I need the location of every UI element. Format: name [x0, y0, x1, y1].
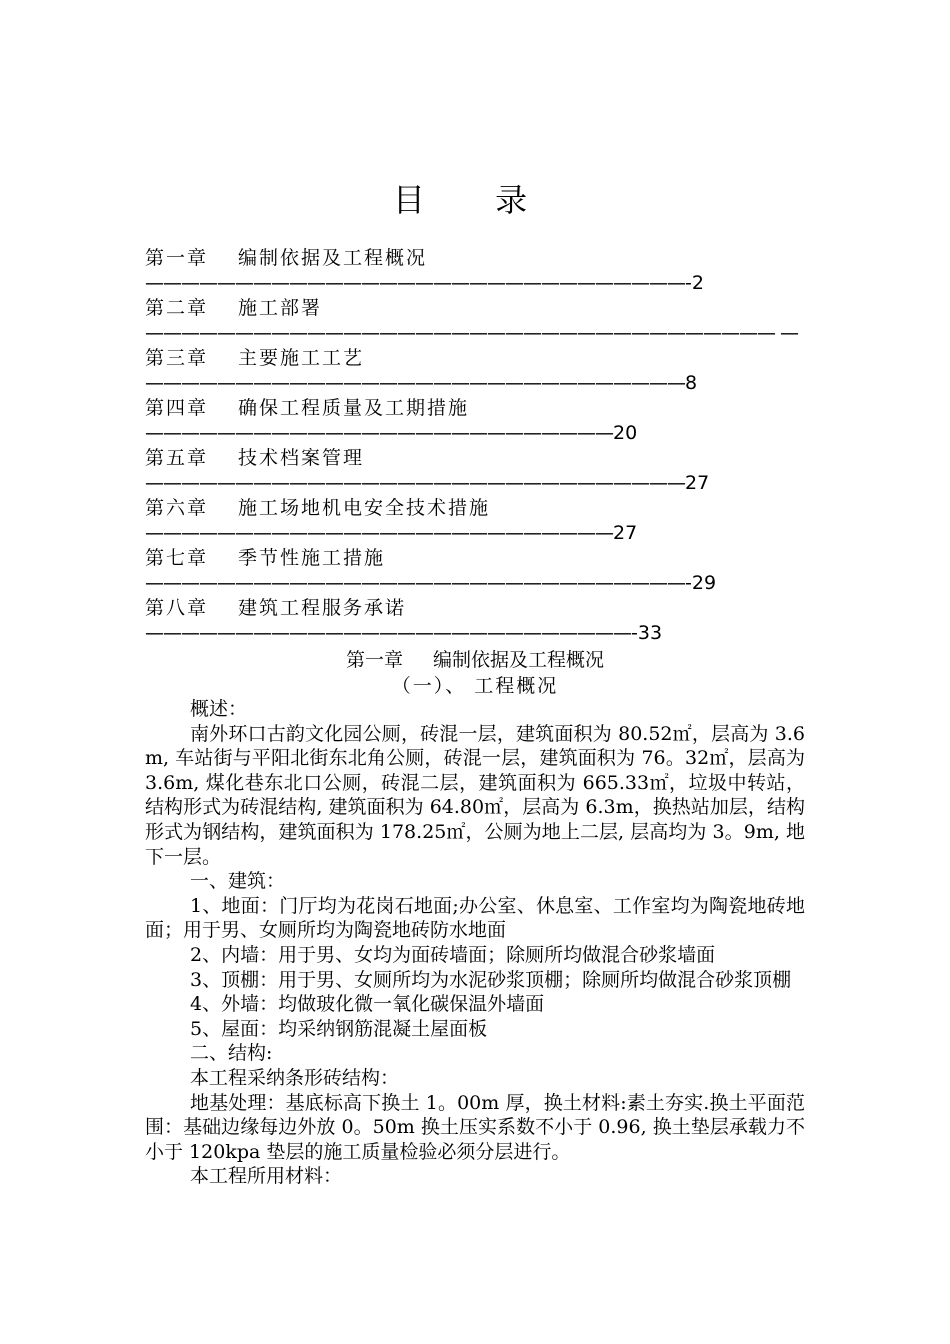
toc-page-number: 27	[685, 472, 710, 494]
toc-chapter: 第八章	[145, 597, 209, 619]
toc-chapter-name: 施工部署	[238, 297, 323, 319]
toc-leader: ——————————————————————————————	[145, 272, 685, 294]
section-heading	[145, 648, 805, 672]
toc-chapter: 第三章	[145, 347, 209, 369]
toc-chapter-name: 编制依据及工程概况	[238, 247, 428, 269]
paragraph: 南外环口古韵文化园公厕，砖混一层，建筑面积为 80.52㎡，层高为 3.6m, 车站街与平阳北街东北角公厕，砖混一层，建筑面积为 76。32㎡，层高为 3.6m, 煤化巷东北口公厕，砖混二层，建筑面积为 665.33㎡，垃圾中转站，结构形式为砖混结构, 建筑面积为 64.80㎡，层高为 6.3m，换热站加层，结构形式为钢结构，建筑面积为 178.25㎡，公厕为地上二层, 层高均为 3。9m, 地下一层。	[145, 722, 805, 868]
toc-leader: ———————————————————————————	[145, 622, 631, 644]
paragraph: 地基处理：基底标高下换土 1。00m 厚，换土材料:素土夯实.换土平面范围：基础边缘每边外放 0。50m 换土压实系数不小于 0.96, 换土垫层承载力不小于 120kpa 垫层的施工质量检验必须分层进行。	[145, 1091, 805, 1163]
toc-page-number: 8	[685, 372, 698, 394]
paragraph: 概述：	[190, 698, 248, 720]
paragraph: 本工程采纳条形砖结构：	[190, 1066, 400, 1089]
section-chapter: 第一章	[345, 649, 403, 671]
toc-chapter-name: 施工场地机电安全技术措施	[238, 497, 491, 519]
toc-entry[interactable]	[145, 546, 805, 596]
toc-chapter: 第六章	[145, 497, 209, 519]
toc-chapter: 第五章	[145, 447, 209, 469]
toc-entry[interactable]	[145, 596, 805, 646]
section-title: 编制依据及工程概况	[433, 649, 605, 671]
toc-entry[interactable]	[145, 246, 805, 296]
toc-chapter-name: 建筑工程服务承诺	[238, 597, 407, 619]
paragraph: 5、屋面：均采纳钢筋混凝土屋面板	[190, 1017, 488, 1040]
section-subheading: （一）、 工程概况	[391, 675, 559, 697]
toc-leader: ——————————————————————————————	[145, 472, 685, 494]
table-of-contents	[145, 246, 805, 646]
toc-entry[interactable]	[145, 346, 805, 396]
paragraph: 本工程所用材料：	[190, 1165, 343, 1188]
toc-chapter: 第四章	[145, 397, 209, 419]
toc-leader: ——————————————————————————	[145, 522, 613, 544]
paragraph: 2、内墙：用于男、女均为面砖墙面；除厕所均做混合砂浆墙面	[190, 943, 716, 966]
toc-chapter-name: 确保工程质量及工期措施	[238, 397, 470, 419]
toc-entry[interactable]	[145, 446, 805, 496]
paragraph: 4、外墙：均做玻化微一氧化碳保温外墙面	[190, 993, 545, 1016]
toc-page-number: -29	[685, 572, 717, 594]
toc-chapter-name: 季节性施工措施	[238, 547, 386, 569]
toc-page-number: -2	[685, 272, 704, 294]
document-body	[145, 697, 805, 1189]
toc-chapter-name: 主要施工工艺	[238, 347, 365, 369]
toc-leader: ——————————————————————————	[145, 422, 613, 444]
toc-page-number: 20	[613, 422, 638, 444]
paragraph: 一、建筑：	[190, 870, 286, 893]
toc-leader: ——————————————————————————————————— —	[145, 322, 799, 344]
paragraph: 二、结构:	[190, 1042, 273, 1065]
toc-leader: ——————————————————————————————	[145, 572, 685, 594]
toc-entry[interactable]	[145, 396, 805, 446]
toc-leader: ——————————————————————————————	[145, 372, 685, 394]
toc-entry[interactable]	[145, 296, 805, 346]
paragraph: 1、地面：门厅均为花岗石地面;办公室、休息室、工作室均为陶瓷地砖地面；用于男、女厕所均为陶瓷地砖防水地面	[145, 894, 805, 942]
toc-chapter: 第一章	[145, 247, 209, 269]
toc-entry[interactable]	[145, 496, 805, 546]
toc-chapter: 第二章	[145, 297, 209, 319]
toc-chapter-name: 技术档案管理	[238, 447, 365, 469]
paragraph: 3、顶棚：用于男、女厕所均为水泥砂浆顶棚；除厕所均做混合砂浆顶棚	[190, 968, 792, 991]
toc-chapter: 第七章	[145, 547, 209, 569]
toc-page-number: 27	[613, 522, 638, 544]
toc-page-number: -33	[631, 622, 663, 644]
toc-title: 目 录	[392, 181, 558, 219]
